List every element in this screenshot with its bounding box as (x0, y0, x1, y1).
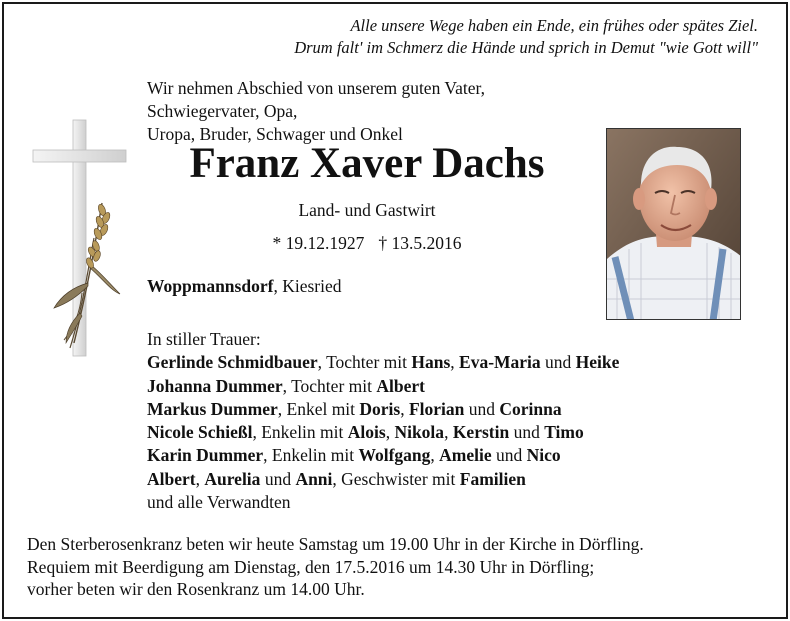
mourner-relation: und (464, 398, 500, 419)
mourner-name: Familien (459, 468, 526, 489)
mourner-relation: , (385, 422, 395, 443)
mourner-line (147, 444, 747, 467)
intro-line-2: Uropa, Bruder, Schwager und Onkel (147, 124, 403, 144)
cross-with-wheat-icon (30, 118, 130, 358)
intro-text (147, 77, 587, 146)
mourner-line (147, 468, 747, 491)
mourner-name: Eva-Maria (459, 352, 541, 373)
intro-line-1: Wir nehmen Abschied von unserem guten Vater, Schwiegervater, Opa, (147, 78, 485, 121)
mourner-name: Nico (526, 445, 561, 466)
mourner-relation: und (540, 352, 576, 373)
mourner-name: Hans (411, 352, 451, 373)
mourner-name: Gerlinde Schmidbauer (147, 352, 318, 373)
mourner-line (147, 398, 747, 421)
mourner-name: Markus Dummer (147, 398, 278, 419)
mourner-relation: , Tochter mit (282, 375, 377, 396)
mourner-name: Nikola (394, 422, 445, 443)
service-line-3: vorher beten wir den Rosenkranz um 14.00 Uhr. (27, 579, 365, 599)
service-line-1: Den Sterberosenkranz beten wir heute Samstag um 19.00 Uhr in der Kirche in Dörfling. (27, 534, 644, 554)
mourners-heading: In stiller Trauer: (147, 329, 261, 349)
mourner-name: Heike (575, 352, 620, 373)
mourner-name: Nicole Schießl (147, 422, 253, 443)
mourner-name: Wolfgang (358, 445, 431, 466)
mourner-relation: , (444, 422, 453, 443)
deceased-profession: Land- und Gastwirt (298, 200, 436, 220)
residence (147, 275, 587, 297)
mourner-relation: und alle Verwandten (147, 492, 291, 513)
residence-rest: , Kiesried (273, 276, 342, 296)
mourner-relation: und (491, 445, 527, 466)
mourner-name: Alois (347, 422, 386, 443)
mourner-relation: , Enkelin mit (263, 445, 359, 466)
mourner-name: Doris (359, 398, 401, 419)
birth-date: * 19.12.1927 (272, 233, 365, 253)
mourner-relation: und (509, 422, 545, 443)
mourner-relation: , (400, 398, 409, 419)
mourners-list (147, 328, 747, 514)
service-announcement (27, 533, 767, 601)
mourner-relation: , Tochter mit (317, 352, 412, 373)
mourner-relation: und (260, 468, 296, 489)
mourner-relation: , Enkelin mit (252, 422, 348, 443)
mourner-name: Timo (544, 422, 584, 443)
mourner-line (147, 375, 747, 398)
mourner-line (147, 491, 747, 514)
mourner-relation: , (195, 468, 205, 489)
life-dates (147, 232, 587, 254)
mourner-name: Albert (376, 375, 425, 396)
motto-line-1: Alle unsere Wege haben ein Ende, ein frühes oder spätes Ziel. (350, 16, 758, 35)
mourner-name: Amelie (439, 445, 492, 466)
mourner-relation: , Enkel mit (277, 398, 360, 419)
service-line-2: Requiem mit Beerdigung am Dienstag, den 17.5.2016 um 14.30 Uhr in Dörfling; (27, 556, 595, 577)
mourner-relation: , (450, 352, 460, 373)
portrait-photo (606, 128, 741, 320)
mourner-name: Anni (295, 468, 333, 489)
residence-main: Woppmannsdorf (147, 276, 274, 296)
motto-line-2: Drum falt' im Schmerz die Hände und sprich in Demut "wie Gott will" (294, 38, 758, 57)
mourner-relation: , Geschwister mit (332, 468, 460, 489)
death-date: † 13.5.2016 (378, 233, 462, 253)
deceased-name: Franz Xaver Dachs (189, 140, 545, 187)
mourner-name: Albert (147, 468, 196, 489)
mourner-name: Corinna (499, 398, 562, 419)
mourner-line (147, 351, 747, 374)
mourner-name: Florian (408, 398, 465, 419)
mourner-lines (147, 351, 747, 514)
mourner-name: Johanna Dummer (147, 375, 283, 396)
mourner-line (147, 421, 747, 444)
mourner-relation: , (430, 445, 440, 466)
motto (158, 15, 758, 59)
mourner-name: Aurelia (204, 468, 261, 489)
mourner-name: Kerstin (452, 422, 510, 443)
mourner-name: Karin Dummer (147, 445, 264, 466)
